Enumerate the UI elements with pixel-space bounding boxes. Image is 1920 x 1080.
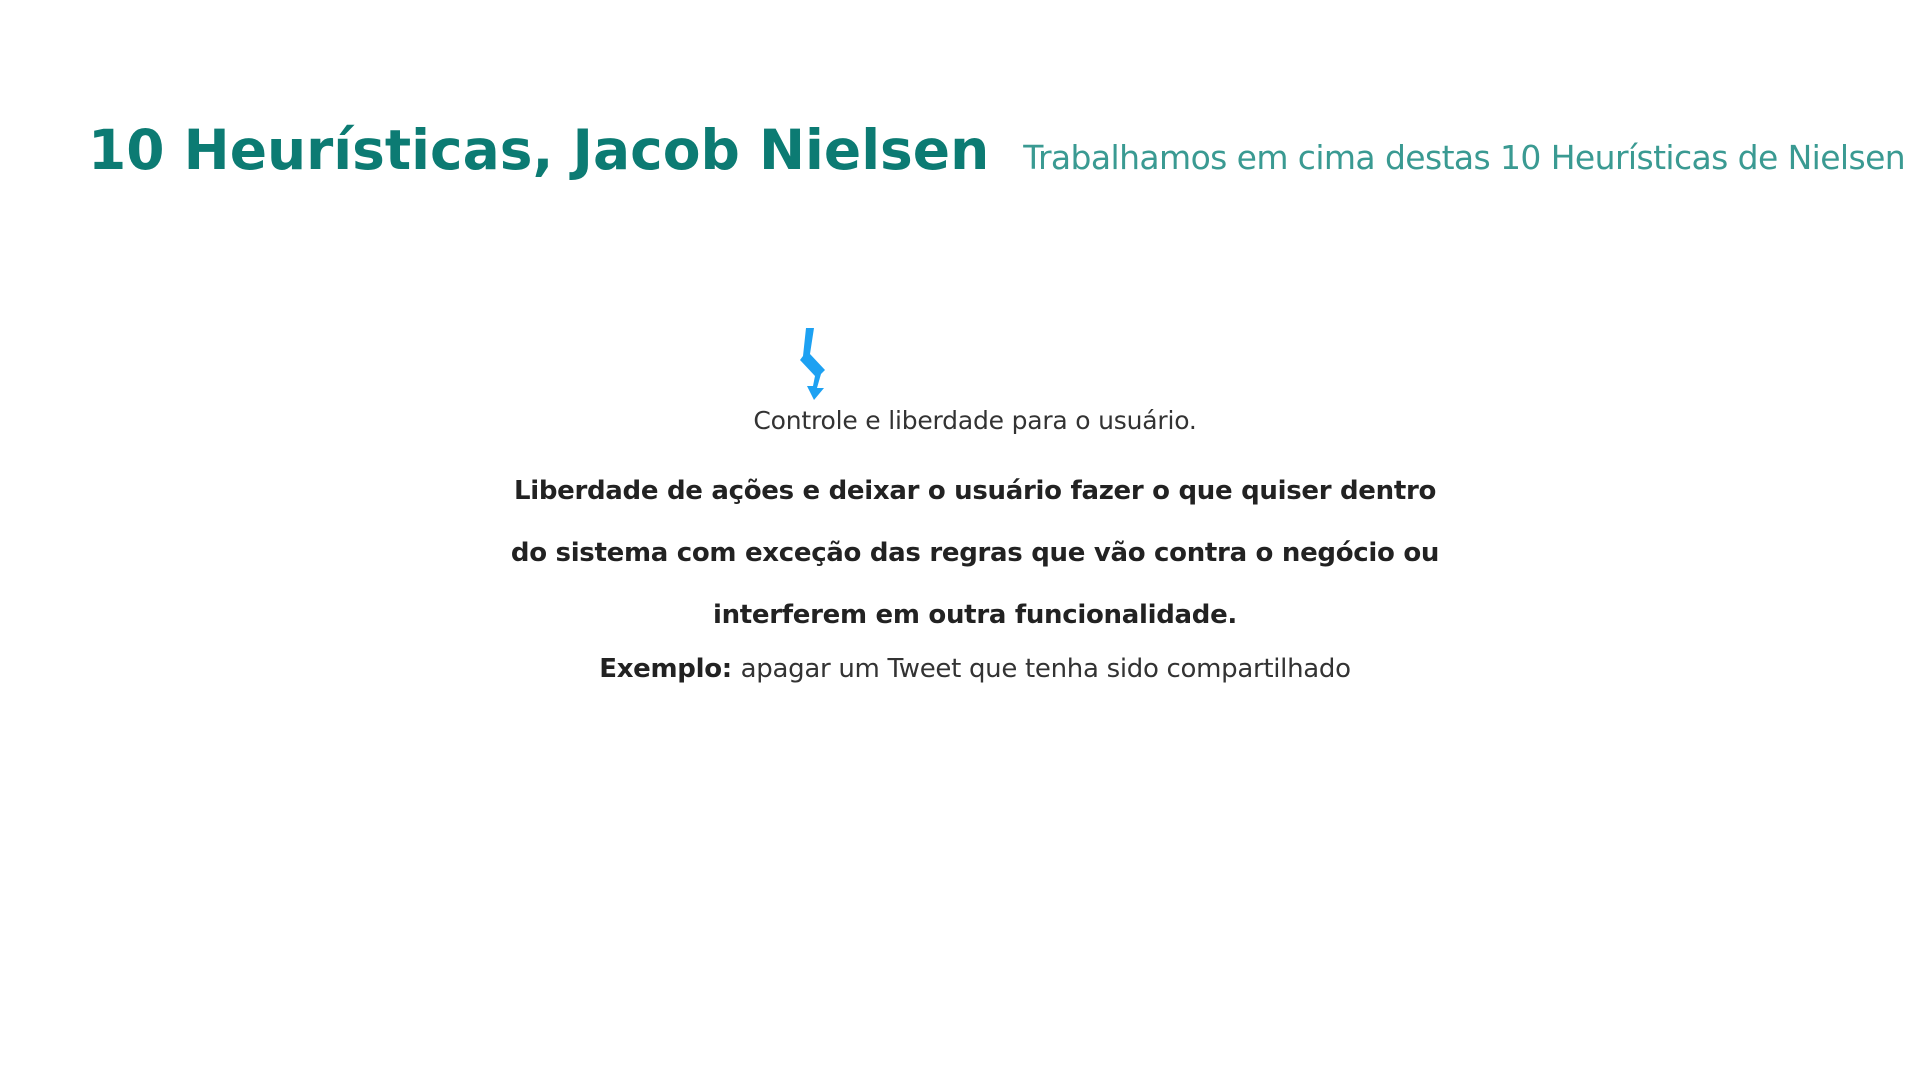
example-text: apagar um Tweet que tenha sido compartilhado xyxy=(740,654,1351,684)
heuristic-example xyxy=(460,654,1490,684)
page-header xyxy=(88,118,1906,182)
page-subtitle: Trabalhamos em cima destas 10 Heurísticas de Nielsen xyxy=(1023,138,1906,177)
heuristic-name: Controle e liberdade para o usuário. xyxy=(753,406,1197,435)
example-label: Exemplo: xyxy=(599,654,741,684)
lightning-bolt-icon xyxy=(795,328,835,400)
page-title: 10 Heurísticas, Jacob Nielsen xyxy=(88,118,990,182)
description-line: do sistema com exceção das regras que vão contra o negócio ou xyxy=(510,538,1440,568)
heuristic-description xyxy=(460,460,1490,646)
description-line: interferem em outra funcionalidade. xyxy=(712,600,1238,630)
description-line: Liberdade de ações e deixar o usuário fazer o que quiser dentro xyxy=(513,476,1437,506)
